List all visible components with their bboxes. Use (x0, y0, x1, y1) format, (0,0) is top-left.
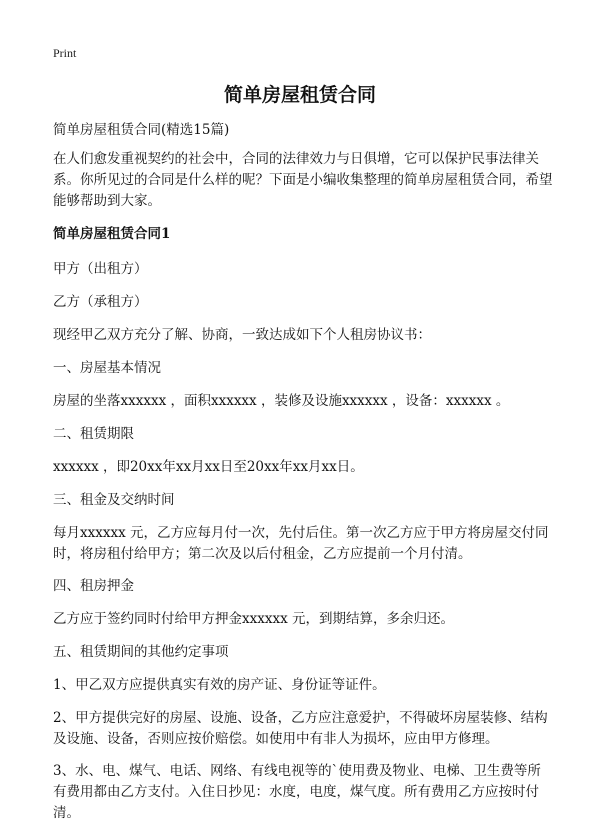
clause-text-1: 房屋的坐落xxxxxx ，面积xxxxxx ，装修及设施xxxxxx ，设备：xxxxxx 。 (53, 393, 510, 409)
clause-item-2: 2、甲方提供完好的房屋、设施、设备，乙方应注意爱护，不得破坏房屋装修、结构及设施、设备，否则应按价赔偿。如使用中有非人为损坏，应由甲方修理。 (53, 710, 548, 747)
clause-text-2: xxxxxx ，即20xx年xx月xx日至20xx年xx月xx日。 (53, 459, 364, 475)
section-heading: 简单房屋租赁合同1 (53, 226, 171, 242)
document-body (53, 120, 553, 835)
clause-item-1: 1、甲乙双方应提供真实有效的房产证、身份证等证件。 (53, 677, 386, 693)
clause-item-3: 3、水、电、煤气、电话、网络、有线电视等的`使用费及物业、电梯、卫生费等所有费用都由乙方支付。入住日抄见：水度，电度，煤气度。所有费用乙方应按时付清。 (53, 763, 541, 821)
clause-heading-5: 五、租赁期间的其他约定事项 (53, 644, 229, 660)
clause-heading-4: 四、租房押金 (53, 578, 134, 594)
clause-heading-1: 一、房屋基本情况 (53, 360, 161, 376)
agreement-intro: 现经甲乙双方充分了解、协商，一致达成如下个人租房协议书： (53, 327, 431, 343)
clause-heading-3: 三、租金及交纳时间 (53, 492, 175, 508)
print-link[interactable]: Print (53, 46, 77, 60)
party-b: 乙方（承租方） (53, 294, 148, 310)
document-subtitle: 简单房屋租赁合同(精选15篇) (53, 122, 230, 138)
clause-text-4: 乙方应于签约同时付给甲方押金xxxxxx 元，到期结算，多余归还。 (53, 611, 454, 627)
clause-text-3: 每月xxxxxx 元，乙方应每月付一次，先付后住。第一次乙方应于甲方将房屋交付同时，将房租付给甲方；第二次及以后付租金，乙方应提前一个月付清。 (53, 525, 549, 562)
party-a: 甲方（出租方） (53, 261, 148, 277)
intro-paragraph: 在人们愈发重视契约的社会中，合同的法律效力与日俱增，它可以保护民事法律关系。你所见过的合同是什么样的呢？下面是小编收集整理的简单房屋租赁合同，希望能够帮助到大家。 (53, 151, 553, 209)
document-title: 简单房屋租赁合同 (223, 84, 376, 106)
clause-heading-2: 二、租赁期限 (53, 426, 134, 442)
